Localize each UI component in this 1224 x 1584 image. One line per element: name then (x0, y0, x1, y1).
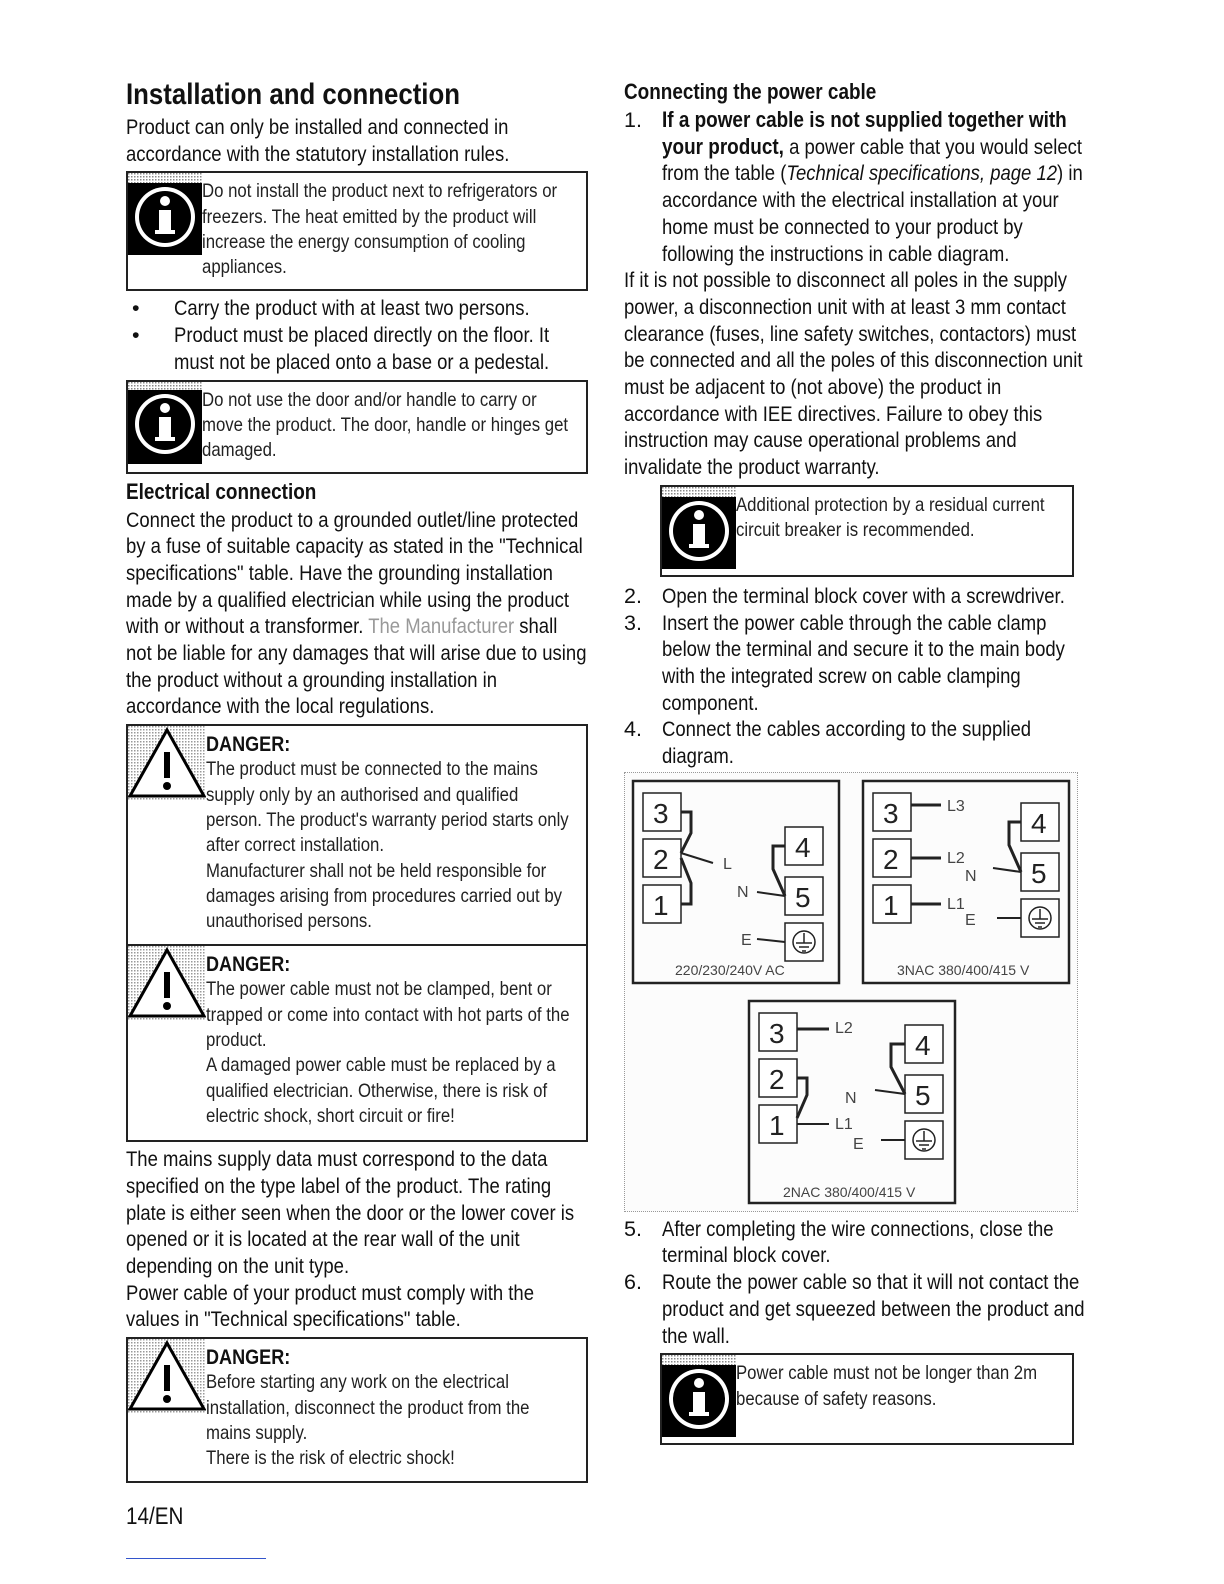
list-item: 3. Insert the power cable through the cable clamp below the terminal and secure it to the main body with the integrated screw on cable clamping component. (624, 610, 1065, 715)
info-notice-cable-length (660, 1353, 1074, 1445)
terminal-label: 1 (883, 889, 899, 921)
terminal-label: 4 (795, 831, 811, 863)
warning-triangle-icon (128, 946, 206, 1020)
diagram-caption: 2NAC 380/400/415 V (783, 1183, 916, 1200)
list-item: 2. Open the terminal block cover with a screwdriver. (624, 583, 1065, 608)
terminal-label: 3 (769, 1017, 785, 1049)
wire-label: L2 (947, 849, 965, 867)
info-notice-text: Do not install the product next to refrigerators or freezers. The heat emitted by the product will increase the energy consumption of cooling appliances. (202, 180, 558, 279)
poles-paragraph: If it is not possible to disconnect all poles in the supply power, a disconnection unit with at least 3 mm contact clearance (fuses, line safety switches, contactors) must be connected and all the poles of this disconnection unit must be adjacent to (not above) the product in accordance with IEE directives. Failure to obey this instruction may cause operational problems and invalidate the product warranty. (624, 268, 1083, 480)
left-column (126, 74, 588, 1487)
page-title: Installation and connection (126, 78, 460, 111)
list-item: • Carry the product with at least two persons. (132, 296, 530, 321)
wire-label: E (853, 1135, 864, 1153)
diagram-single-phase (643, 793, 823, 961)
terminal-label: 5 (915, 1079, 931, 1111)
wire-label: L2 (835, 1019, 853, 1037)
terminal-label: 1 (653, 889, 669, 921)
wire-label: N (965, 867, 977, 885)
terminal-label: 5 (795, 881, 811, 913)
info-notice-refrigerators (126, 171, 588, 291)
wire-label: L (723, 855, 732, 873)
steps-list-3 (624, 1216, 1088, 1350)
terminal-label: 4 (915, 1029, 931, 1061)
list-item: 5. After completing the wire connections, close the terminal block cover. (624, 1216, 1054, 1268)
section-heading-power-cable: Connecting the power cable (624, 79, 877, 104)
info-notice-text: Do not use the door and/or handle to carry or move the product. The door, handle or hinges get damaged. (202, 388, 569, 462)
info-icon (128, 173, 202, 255)
diagram-caption: 3NAC 380/400/415 V (897, 961, 1030, 978)
info-notice-text: Additional protection by a residual current circuit breaker is recommended. (736, 493, 1045, 542)
danger-notice-text: DANGER: The power cable must not be clamped, bent or trapped or come into contact with hot parts of the product. A damaged power cable must be replaced by a qualified electrician. Otherwise, there is risk of electric shock, short circuit or fire! (206, 946, 576, 1133)
list-item: 6. Route the power cable so that it will not contact the product and get squeezed between the product and the wall. (624, 1270, 1085, 1348)
info-notice-door-handle (126, 380, 588, 474)
power-cable-paragraph: Power cable of your product must comply with the values in "Technical specifications" table. (126, 1280, 535, 1332)
terminal-label: 3 (883, 797, 899, 829)
list-item: • Product must be placed directly on the floor. It must not be placed onto a base or a pedestal. (132, 323, 550, 374)
wire-label: L3 (947, 797, 965, 815)
wire-label: N (737, 883, 749, 901)
footer-link-line (126, 1558, 266, 1559)
danger-title: DANGER: (206, 1346, 291, 1370)
info-notice-rcd (660, 485, 1074, 577)
electrical-paragraph: Connect the product to a grounded outlet/line protected by a fuse of suitable capacity as stated in the "Technical specifications" table. Have the grounding installation made by a qualified electrician while using the product with or without a transformer. The Manufacturer shall not be liable for any damages that will arise due to using the product without a grounding installation in accordance with the local regulations. (126, 507, 587, 719)
right-column (624, 74, 1088, 1449)
bullet-list (126, 295, 588, 375)
steps-list-2 (624, 583, 1088, 770)
danger-notice-text: DANGER: Before starting any work on the electrical installation, disconnect the product from the mains supply. There is the risk of electric shock! (206, 1339, 576, 1475)
section-heading-electrical: Electrical connection (126, 478, 317, 504)
info-icon (128, 382, 202, 464)
intro-text: Product can only be installed and connected in accordance with the statutory installation rules. (126, 115, 510, 166)
list-item: 1. If a power cable is not supplied together with your product, a power cable that you would select from the table (Technical specifications, page 12) in accordance with the electrical installation at your home must be connected to your product by following the instructions in cable diagram. (624, 107, 1083, 266)
danger-notice-authorised (126, 724, 588, 946)
terminal-label: 2 (653, 843, 669, 875)
wire-label: E (965, 911, 976, 929)
diagram-caption: 220/230/240V AC (675, 961, 785, 978)
warning-triangle-icon (128, 1339, 206, 1413)
wiring-diagram-svg (625, 773, 1077, 1211)
wire-label: L1 (835, 1115, 853, 1133)
mains-supply-paragraph: The mains supply data must correspond to the data specified on the type label of the product. The rating plate is either seen when the door or the lower cover is opened or it is located at the rear wall of the unit depending on the unit type. (126, 1147, 575, 1278)
page-number: 14/EN (126, 1503, 184, 1530)
terminal-label: 1 (769, 1109, 785, 1141)
terminal-label: 4 (1031, 807, 1047, 839)
danger-title: DANGER: (206, 733, 291, 757)
list-item: 4. Connect the cables according to the supplied diagram. (624, 717, 1032, 769)
info-icon (662, 487, 736, 569)
info-notice-text: Power cable must not be longer than 2m because of safety reasons. (736, 1362, 1038, 1410)
wire-label: E (741, 931, 752, 949)
terminal-label: 3 (653, 797, 669, 829)
wiring-diagrams (624, 772, 1078, 1212)
wire-label: N (845, 1089, 857, 1107)
danger-notice-text: DANGER: The product must be connected to the mains supply only by an authorised and qualified person. The product's warranty period starts only after correct installation. Manufacturer shall not be held responsible for damages arising from procedures carried out by unauthorised persons. (206, 726, 576, 938)
info-icon (662, 1355, 736, 1437)
steps-list-1 (624, 107, 1088, 267)
danger-notice-power-cable (126, 944, 588, 1142)
terminal-label: 2 (769, 1063, 785, 1095)
danger-title: DANGER: (206, 953, 291, 977)
manufacturer-label: The Manufacturer (368, 614, 515, 639)
terminal-label: 2 (883, 843, 899, 875)
wire-label: L1 (947, 895, 965, 913)
warning-triangle-icon (128, 726, 206, 800)
danger-notice-disconnect (126, 1337, 588, 1483)
terminal-label: 5 (1031, 857, 1047, 889)
